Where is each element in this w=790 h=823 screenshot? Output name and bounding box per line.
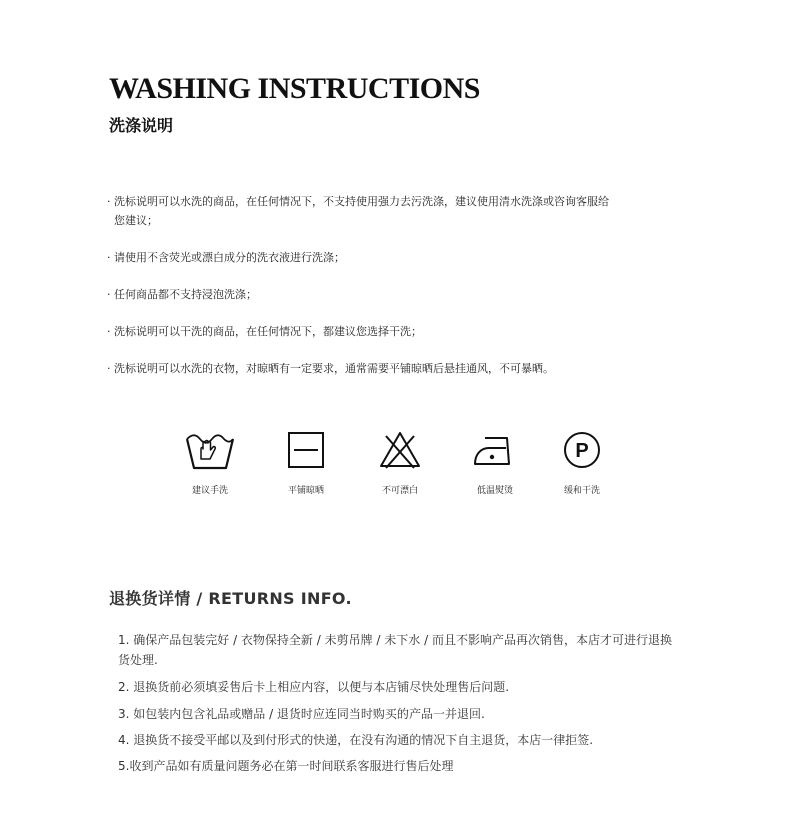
care-symbol-flat-dry [266, 428, 346, 496]
page-title: WASHING INSTRUCTIONS [109, 72, 480, 105]
list-item: 5.收到产品如有质量问题务必在第一时间联系客服进行售后处理 [118, 759, 454, 773]
care-symbol-low-iron [455, 428, 535, 496]
bullet: · [107, 362, 111, 375]
list-item: 4. 退换货不接受平邮以及到付形式的快递，在没有沟通的情况下自主退货，本店一律拒签. [118, 733, 594, 747]
list-item [107, 359, 627, 378]
care-symbol-dry-clean [542, 428, 622, 496]
list-item: 3. 如包装内包含礼品或赠品 / 退货时应连同当时购买的产品一并退回. [118, 707, 485, 721]
care-symbols [170, 428, 630, 498]
page-subtitle: 洗涤说明 [109, 116, 174, 135]
bullet: · [107, 251, 111, 264]
dry-clean-p-icon [556, 428, 608, 472]
low-iron-icon [469, 428, 521, 472]
care-symbol-hand-wash [170, 428, 250, 496]
care-label: 缓和干洗 [563, 486, 600, 496]
bullet: · [107, 195, 111, 208]
care-label: 低温熨烫 [476, 486, 513, 496]
no-bleach-icon [374, 428, 426, 472]
care-label: 平铺晾晒 [287, 486, 324, 496]
bullet: · [107, 325, 111, 338]
list-item-text: 洗标说明可以水洗的商品，在任何情况下，不支持使用强力去污洗涤，建议使用清水洗涤或咨询客服给您建议； [114, 195, 609, 227]
list-item [107, 285, 627, 304]
care-label: 不可漂白 [381, 486, 418, 496]
care-symbol-no-bleach [360, 428, 440, 496]
list-item-text: 请使用不含荧光或漂白成分的洗衣液进行洗涤； [114, 251, 345, 264]
list-item-text: 洗标说明可以干洗的商品，在任何情况下，都建议您选择干洗； [114, 325, 422, 338]
list-item: 2. 退换货前必须填妥售后卡上相应内容，以便与本店铺尽快处理售后问题. [118, 680, 510, 694]
bullet: · [107, 288, 111, 301]
hand-wash-icon [184, 428, 236, 472]
care-label: 建议手洗 [191, 486, 228, 496]
list-item-text: 任何商品都不支持浸泡洗涤； [114, 288, 257, 301]
dry-clean-glyph: P [575, 440, 589, 462]
list-item: 1. 确保产品包装完好 / 衣物保持全新 / 未剪吊牌 / 未下水 / 而且不影响产品再次销售，本店才可进行退换货处理. [118, 633, 672, 667]
flat-dry-icon [280, 428, 332, 472]
returns-title: 退换货详情 / RETURNS INFO. [109, 589, 352, 608]
list-item-text: 洗标说明可以水洗的衣物，对晾晒有一定要求，通常需要平铺晾晒后悬挂通风，不可暴晒。 [114, 362, 554, 375]
list-item [107, 192, 627, 230]
list-item [107, 248, 627, 267]
list-item [107, 322, 627, 341]
